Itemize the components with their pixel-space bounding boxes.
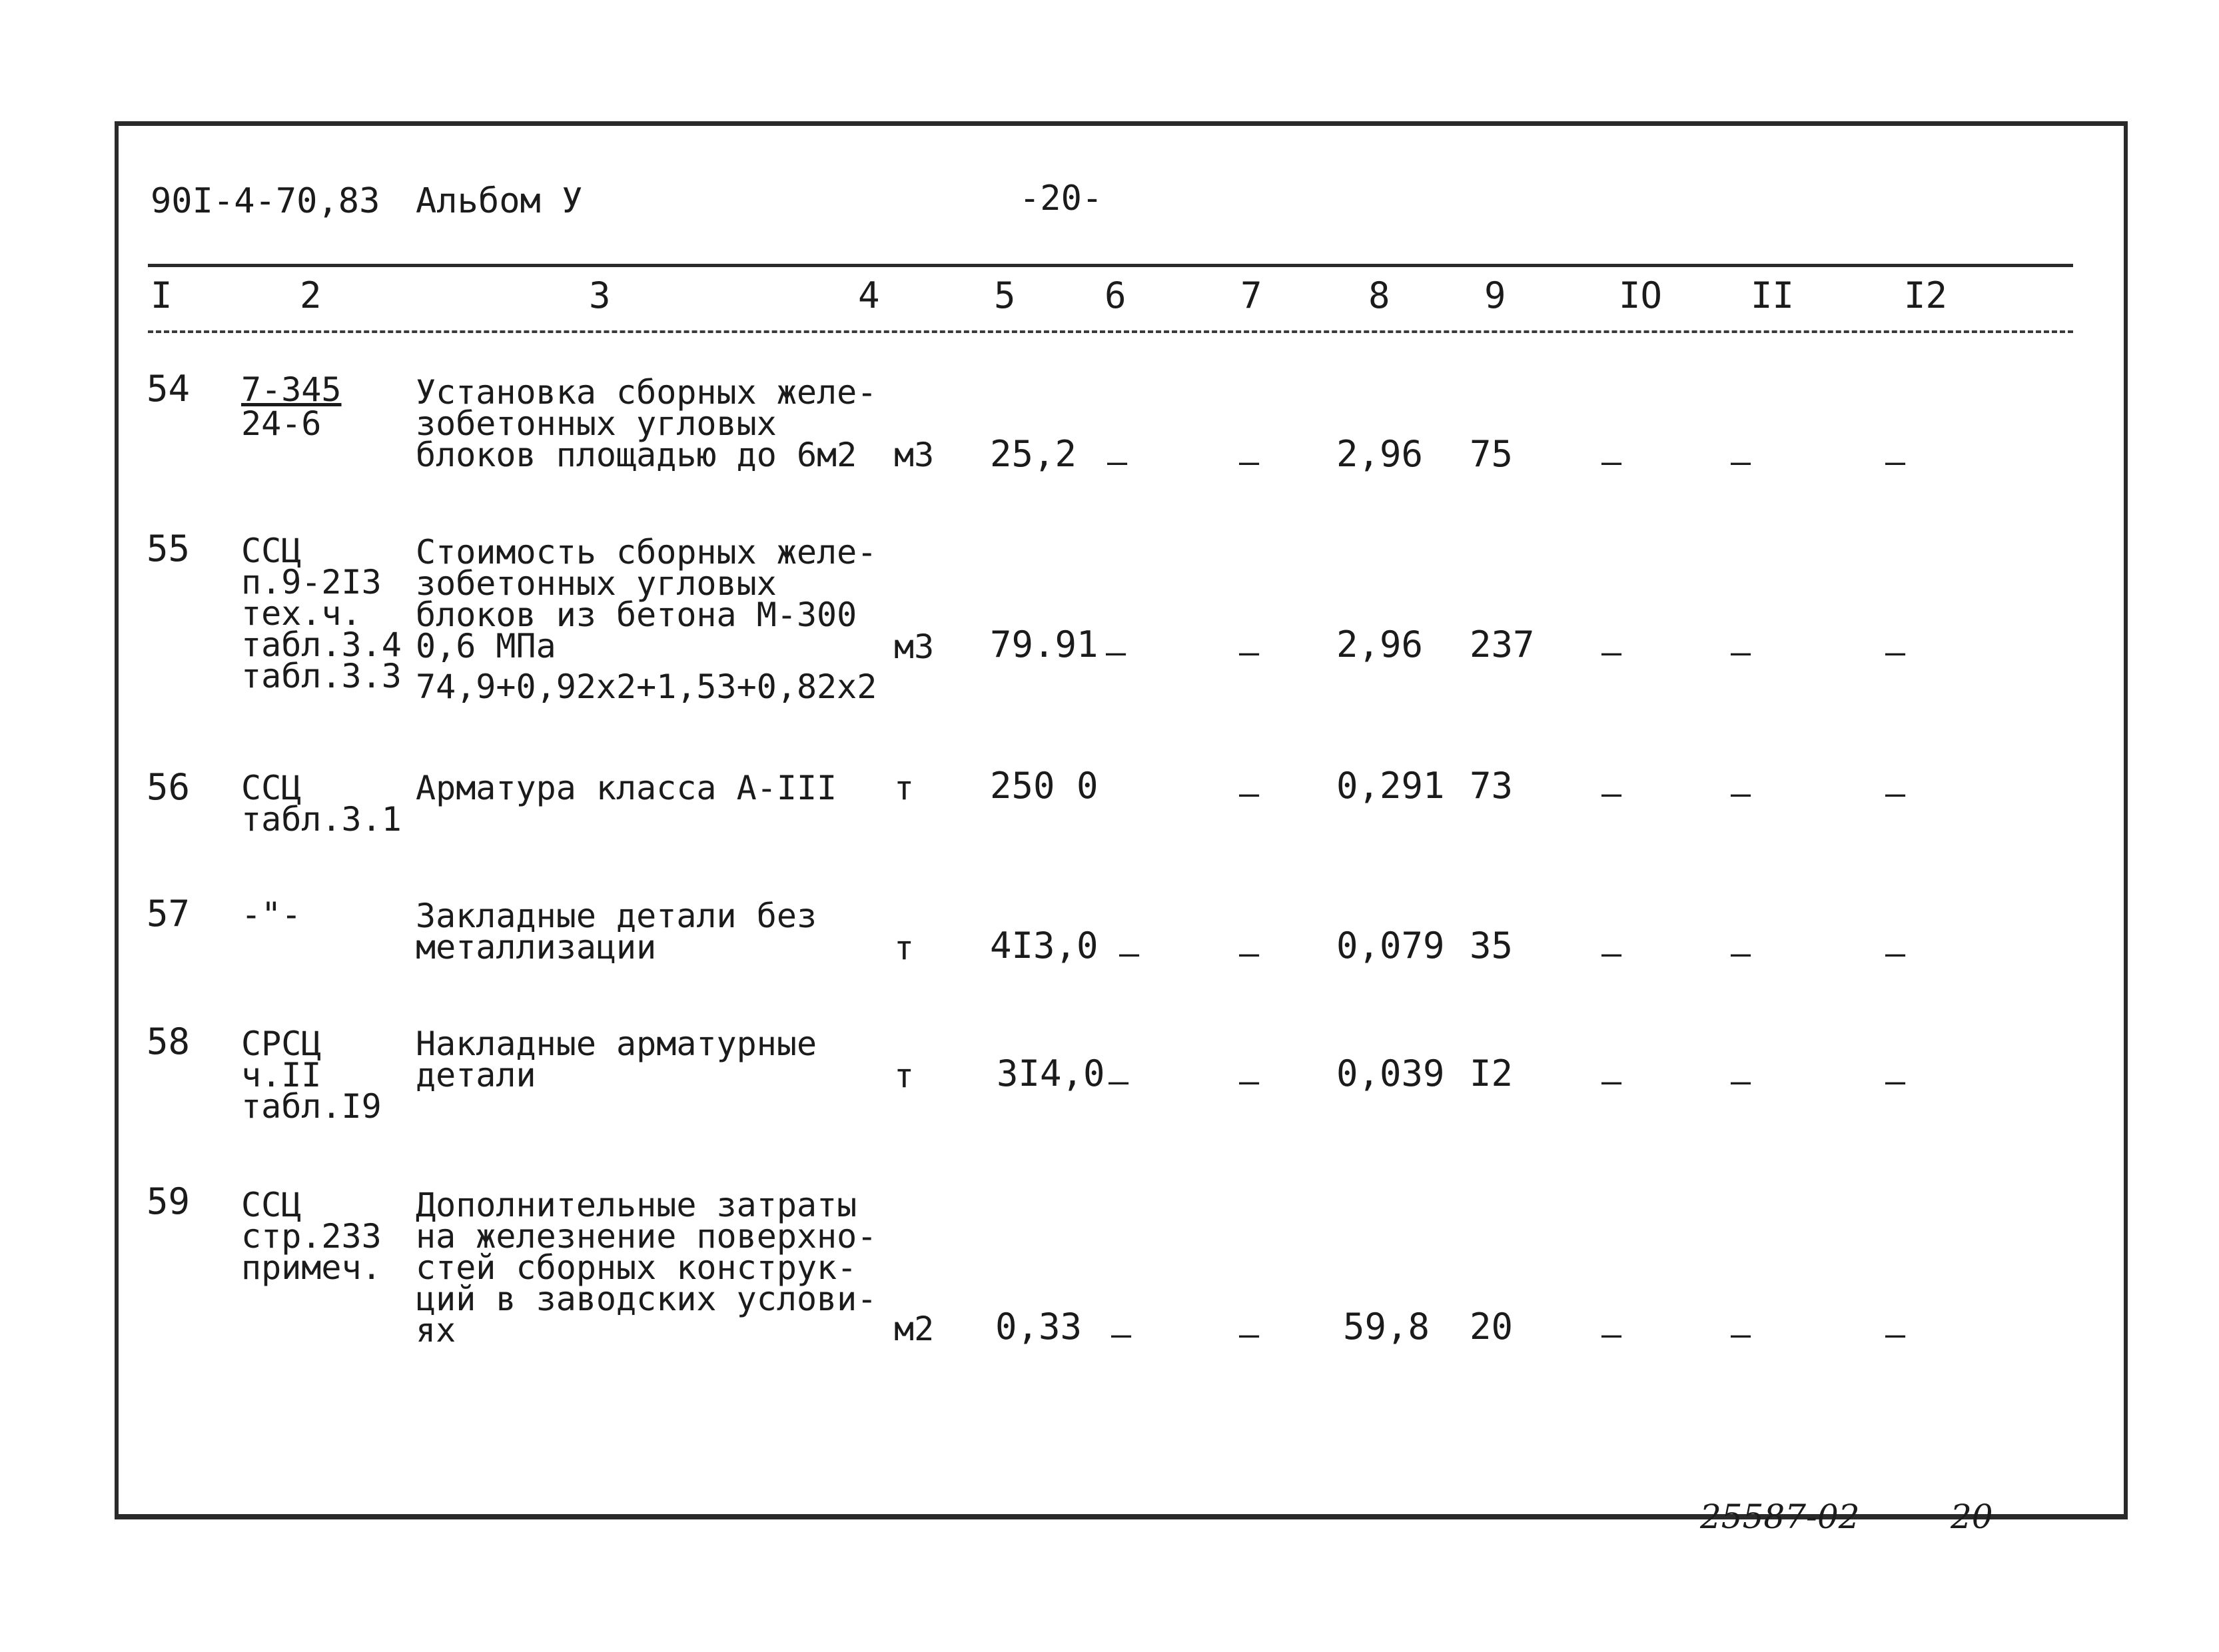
unit: м2: [894, 1310, 935, 1348]
description: Накладные арматурные детали: [416, 1025, 817, 1094]
col7-value: –: [1239, 633, 1260, 671]
col9-value: 73: [1470, 765, 1514, 807]
col9-value: 35: [1470, 925, 1514, 967]
col11-value: –: [1731, 1315, 1751, 1354]
column-number-8: 8: [1368, 274, 1390, 316]
description: Закладные детали без металлизации: [416, 897, 817, 967]
description: Стоимость сборных желе- зобетонных угловых блоков из бетона М-300 0,6 МПа 74,9+0,92x2+1,53+0,82x2: [416, 533, 877, 706]
col11-value: –: [1731, 442, 1751, 481]
inventory-number: 25587-02: [1700, 1497, 1860, 1536]
unit: т: [894, 1056, 915, 1095]
quantity: 25,2: [990, 433, 1077, 475]
column-number-10: IO: [1619, 274, 1663, 316]
column-number-12: I2: [1904, 274, 1948, 316]
quantity: 0,33: [995, 1306, 1083, 1348]
description: Дополнительные затраты на железнение поверхно- стей сборных конструк- ций в заводских услови- ях: [416, 1186, 877, 1350]
column-number-5: 5: [994, 274, 1016, 316]
unit: т: [894, 929, 915, 967]
col6-value: –: [1106, 633, 1126, 671]
col9-value: 20: [1470, 1306, 1514, 1348]
row-number: 56: [147, 766, 191, 808]
column-number-6: 6: [1105, 274, 1126, 316]
col8-value: 0,039: [1336, 1052, 1445, 1094]
column-number-11: II: [1751, 274, 1795, 316]
column-number-7: 7: [1240, 274, 1262, 316]
col10-value: –: [1601, 1315, 1622, 1354]
col7-value: –: [1239, 442, 1260, 481]
doc-code: 90I-4-70,83: [151, 181, 380, 221]
col6-value: –: [1111, 1315, 1132, 1354]
reference: 7-345 24-6: [241, 370, 342, 443]
row-number: 54: [147, 368, 191, 410]
col7-value: –: [1239, 934, 1260, 973]
col8-value: 2,96: [1336, 623, 1424, 665]
quantity: 79.91: [990, 623, 1099, 665]
description: Установка сборных желе- зобетонных угловых блоков площадью до 6м2: [416, 373, 877, 474]
col11-value: –: [1731, 633, 1751, 671]
unit: т: [894, 769, 915, 807]
column-number-2: 2: [300, 274, 322, 316]
reference: -"-: [241, 895, 302, 934]
unit: м3: [894, 627, 935, 666]
quantity: 3I4,0: [997, 1052, 1105, 1094]
header-bottom-rule: [148, 330, 2073, 333]
row-number: 58: [147, 1021, 191, 1062]
col11-value: –: [1731, 774, 1751, 813]
col6-value: –: [1107, 442, 1128, 481]
unit: м3: [894, 436, 935, 474]
col8-value: 59,8: [1343, 1306, 1430, 1348]
reference: СРСЦ ч.II табл.I9: [241, 1025, 382, 1126]
col6-value: –: [1119, 934, 1140, 973]
row-number: 55: [147, 528, 191, 570]
col7-value: –: [1239, 1062, 1260, 1100]
header-top-rule: [148, 264, 2073, 267]
row-number: 57: [147, 893, 191, 935]
quantity: 250 0: [990, 765, 1099, 807]
col12-value: –: [1885, 1315, 1906, 1354]
col10-value: –: [1601, 1062, 1622, 1100]
col8-value: 0,079: [1336, 925, 1445, 967]
column-number-1: I: [151, 274, 173, 316]
sheet-number: 20: [1951, 1497, 1993, 1536]
col10-value: –: [1601, 442, 1622, 481]
col11-value: –: [1731, 934, 1751, 973]
col12-value: –: [1885, 1062, 1906, 1100]
column-number-3: 3: [589, 274, 611, 316]
col10-value: –: [1601, 633, 1622, 671]
col12-value: –: [1885, 633, 1906, 671]
col8-value: 0,291: [1336, 765, 1445, 807]
column-number-4: 4: [858, 274, 880, 316]
col9-value: 237: [1470, 623, 1535, 665]
album-label: Альбом У: [416, 181, 583, 221]
col9-value: 75: [1470, 433, 1514, 475]
row-number: 59: [147, 1180, 191, 1222]
col10-value: –: [1601, 934, 1622, 973]
col10-value: –: [1601, 774, 1622, 813]
col7-value: –: [1239, 1315, 1260, 1354]
col12-value: –: [1885, 934, 1906, 973]
reference: ССЦ п.9-2I3 тех.ч. табл.3.4 табл.3.3: [241, 532, 402, 695]
col6-value: –: [1109, 1062, 1129, 1100]
col9-value: I2: [1470, 1052, 1514, 1094]
col12-value: –: [1885, 442, 1906, 481]
description: Арматура класса А-III: [416, 769, 837, 807]
quantity: 4I3,0: [990, 925, 1099, 967]
reference: ССЦ табл.3.1: [241, 769, 402, 839]
col11-value: –: [1731, 1062, 1751, 1100]
col8-value: 2,96: [1336, 433, 1424, 475]
column-number-9: 9: [1484, 274, 1506, 316]
reference: ССЦ стр.233 примеч.: [241, 1186, 382, 1287]
col12-value: –: [1885, 774, 1906, 813]
col7-value: –: [1239, 774, 1260, 813]
page-number: -20-: [1019, 179, 1103, 218]
